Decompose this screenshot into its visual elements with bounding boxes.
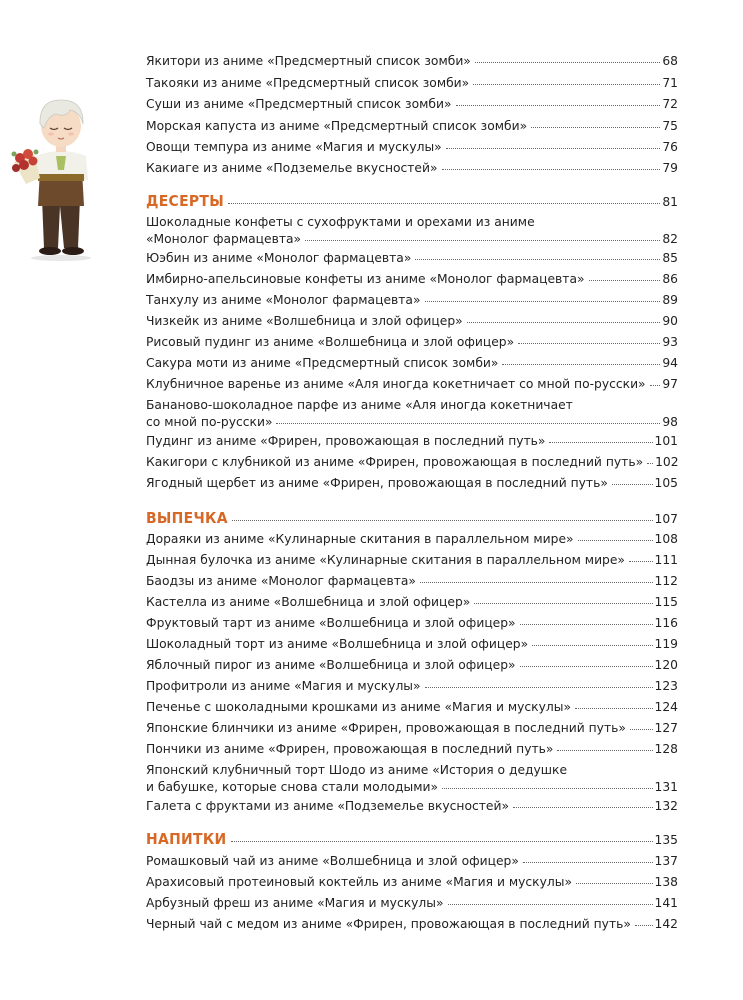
page-number: 94 [662,356,678,370]
dot-leader [467,312,661,323]
page-number: 138 [654,875,678,889]
page-number: 141 [654,896,678,910]
page-number: 89 [662,293,678,307]
chef-boy-illustration [6,88,106,263]
page-number: 119 [654,637,678,651]
toc-entry-title-line1: Шоколадные конфеты с сухофруктами и орехами из аниме [146,215,535,229]
page-number: 112 [654,574,678,588]
page-number: 128 [654,742,678,756]
dot-leader [228,193,660,204]
page-number: 82 [662,231,678,246]
toc-entry-title: Какигори с клубникой из аниме «Фрирен, провожающая в последний путь» [146,455,644,469]
toc-entry [146,916,678,933]
page-number: 97 [662,377,678,391]
dot-leader [442,159,661,170]
toc-entry [146,720,678,737]
toc-entry [146,531,678,548]
dot-leader [276,413,660,424]
toc-entry-title: Ромашковый чай из аниме «Волшебница и злой офицер» [146,854,519,868]
toc-entry-title: Сакура моти из аниме «Предсмертный список зомби» [146,356,499,370]
dot-leader [473,74,660,85]
toc-entry-title: Танхулу из аниме «Монолог фармацевта» [146,293,421,307]
page-number: 71 [662,76,678,90]
page-number: 111 [654,553,678,567]
toc-entry-title: Яблочный пирог из аниме «Волшебница и злой офицер» [146,658,516,672]
toc-entry [146,573,678,590]
dot-leader [305,230,660,241]
toc-entry-title: Суши из аниме «Предсмертный список зомби» [146,97,452,111]
dot-leader [576,873,653,884]
toc-entry [146,271,678,288]
toc-entry-title: Японские блинчики из аниме «Фрирен, провожающая в последний путь» [146,721,626,735]
dot-leader [578,530,653,541]
toc-entry [146,250,678,267]
toc-entry-title: Галета с фруктами из аниме «Подземелье вкусностей» [146,799,509,813]
dot-leader [475,52,661,63]
page-number: 102 [655,455,679,469]
section-title: ВЫПЕЧКА [146,509,228,527]
page-number: 107 [654,512,678,526]
dot-leader [575,698,653,709]
dot-leader [442,778,653,789]
dot-leader [531,117,660,128]
page-number: 81 [662,195,678,209]
toc-entry-title-line1: Японский клубничный торт Шодо из аниме «История о дедушке [146,763,568,777]
toc-entry-title: Юэбин из аниме «Монолог фармацевта» [146,251,412,265]
dot-leader [231,831,653,842]
toc-entry-title: Рисовый пудинг из аниме «Волшебница и злой офицер» [146,335,515,349]
toc-entry [146,741,678,758]
toc-entry-title: Печенье с шоколадными крошками из аниме «Магия и мускулы» [146,700,571,714]
dot-leader [518,333,660,344]
toc-entry [146,397,678,430]
page-number: 72 [662,97,678,111]
toc-entry-title: Черный чай с медом из аниме «Фрирен, провожающая в последний путь» [146,917,631,931]
dot-leader [446,138,661,149]
page-number: 93 [662,335,678,349]
page-number: 135 [654,833,678,847]
page-number: 85 [662,251,678,265]
page-number: 137 [654,854,678,868]
dot-leader [513,797,653,808]
toc-section-heading [146,831,678,849]
section-title: ДЕСЕРТЫ [146,192,224,210]
toc-entry-title: со мной по-русски» [146,414,273,429]
page-number: 75 [662,119,678,133]
toc-entry [146,334,678,351]
toc-entry [146,874,678,891]
toc-entry-title: Арбузный фреш из аниме «Магия и мускулы» [146,896,444,910]
toc-entry [146,433,678,450]
toc-entry [146,118,678,135]
toc-entry [146,636,678,653]
dot-leader [650,375,661,386]
toc-entry [146,678,678,695]
dot-leader [589,270,661,281]
page-number: 115 [654,595,678,609]
toc-entry-title: Овощи темпура из аниме «Магия и мускулы» [146,140,442,154]
dot-leader [630,719,653,730]
dot-leader [520,656,653,667]
toc-entry [146,475,678,492]
dot-leader [635,915,653,926]
page-number: 108 [654,532,678,546]
toc-entry-title: Такояки из аниме «Предсмертный список зомби» [146,76,470,90]
toc-entry [146,615,678,632]
dot-leader [532,635,652,646]
page-number: 90 [662,314,678,328]
dot-leader [523,852,653,863]
dot-leader [448,894,653,905]
page-number: 132 [654,799,678,813]
page-number: 79 [662,161,678,175]
toc-entry-title: Фруктовый тарт из аниме «Волшебница и злой офицер» [146,616,516,630]
toc-entry [146,75,678,92]
dot-leader [557,740,652,751]
toc-entry-title: Клубничное варенье из аниме «Аля иногда кокетничает со мной по-русски» [146,377,646,391]
toc-entry-title: Арахисовый протеиновый коктейль из аниме «Магия и мускулы» [146,875,572,889]
toc-entry [146,895,678,912]
page-number: 131 [654,779,678,794]
toc-entry [146,313,678,330]
toc-entry-title: Кастелла из аниме «Волшебница и злой офицер» [146,595,471,609]
toc-entry-title: Чизкейк из аниме «Волшебница и злой офицер» [146,314,463,328]
toc-entry-title: Якитори из аниме «Предсмертный список зомби» [146,54,471,68]
toc-entry [146,292,678,309]
dot-leader [549,432,652,443]
dot-leader [502,354,660,365]
toc-entry-title: и бабушке, которые снова стали молодыми» [146,779,438,794]
toc-entry [146,762,678,795]
page-number: 86 [662,272,678,286]
toc-entry [146,376,678,393]
toc-entry [146,699,678,716]
dot-leader [474,593,652,604]
toc-entry-title: Дынная булочка из аниме «Кулинарные скитания в параллельном мире» [146,553,625,567]
page-number: 142 [654,917,678,931]
toc-entry [146,594,678,611]
toc-entry-title: Шоколадный торт из аниме «Волшебница и злой офицер» [146,637,529,651]
page-number: 101 [654,434,678,448]
dot-leader [647,453,653,464]
toc-entry [146,657,678,674]
page-number: 68 [662,54,678,68]
toc-entry [146,552,678,569]
toc-section-heading [146,510,678,528]
dot-leader [420,572,653,583]
toc-section-heading [146,193,678,211]
dot-leader [612,474,653,485]
toc-entry [146,798,678,815]
toc-entry-title: «Монолог фармацевта» [146,231,302,246]
toc-entry-title: Имбирно-апельсиновые конфеты из аниме «Монолог фармацевта» [146,272,585,286]
page-number: 98 [662,414,678,429]
dot-leader [425,291,661,302]
toc-entry [146,96,678,113]
page-number: 124 [654,700,678,714]
toc-entry [146,53,678,70]
toc-entry-title-line1: Бананово-шоколадное парфе из аниме «Аля иногда кокетничает [146,398,573,412]
toc-entry [146,355,678,372]
dot-leader [232,510,653,521]
dot-leader [415,249,660,260]
toc-entry-title: Какиаге из аниме «Подземелье вкусностей» [146,161,438,175]
toc-entry-title: Баодзы из аниме «Монолог фармацевта» [146,574,416,588]
toc-entry-title: Пудинг из аниме «Фрирен, провожающая в последний путь» [146,434,546,448]
toc-entry [146,160,678,177]
toc-entry [146,214,678,247]
toc-entry-title: Дораяки из аниме «Кулинарные скитания в параллельном мире» [146,532,574,546]
page-number: 105 [654,476,678,490]
toc-entry-title: Ягодный щербет из аниме «Фрирен, провожающая в последний путь» [146,476,608,490]
page-number: 123 [654,679,678,693]
toc-entry-title: Пончики из аниме «Фрирен, провожающая в последний путь» [146,742,554,756]
page-number: 116 [654,616,678,630]
dot-leader [456,95,661,106]
dot-leader [425,677,653,688]
page-number: 76 [662,140,678,154]
section-title: НАПИТКИ [146,830,227,848]
page-number: 120 [654,658,678,672]
toc-entry [146,853,678,870]
dot-leader [629,551,653,562]
toc-entry [146,139,678,156]
page-number: 127 [654,721,678,735]
toc-entry [146,454,678,471]
dot-leader [520,614,653,625]
toc-entry-title: Профитроли из аниме «Магия и мускулы» [146,679,421,693]
toc-entry-title: Морская капуста из аниме «Предсмертный список зомби» [146,119,528,133]
